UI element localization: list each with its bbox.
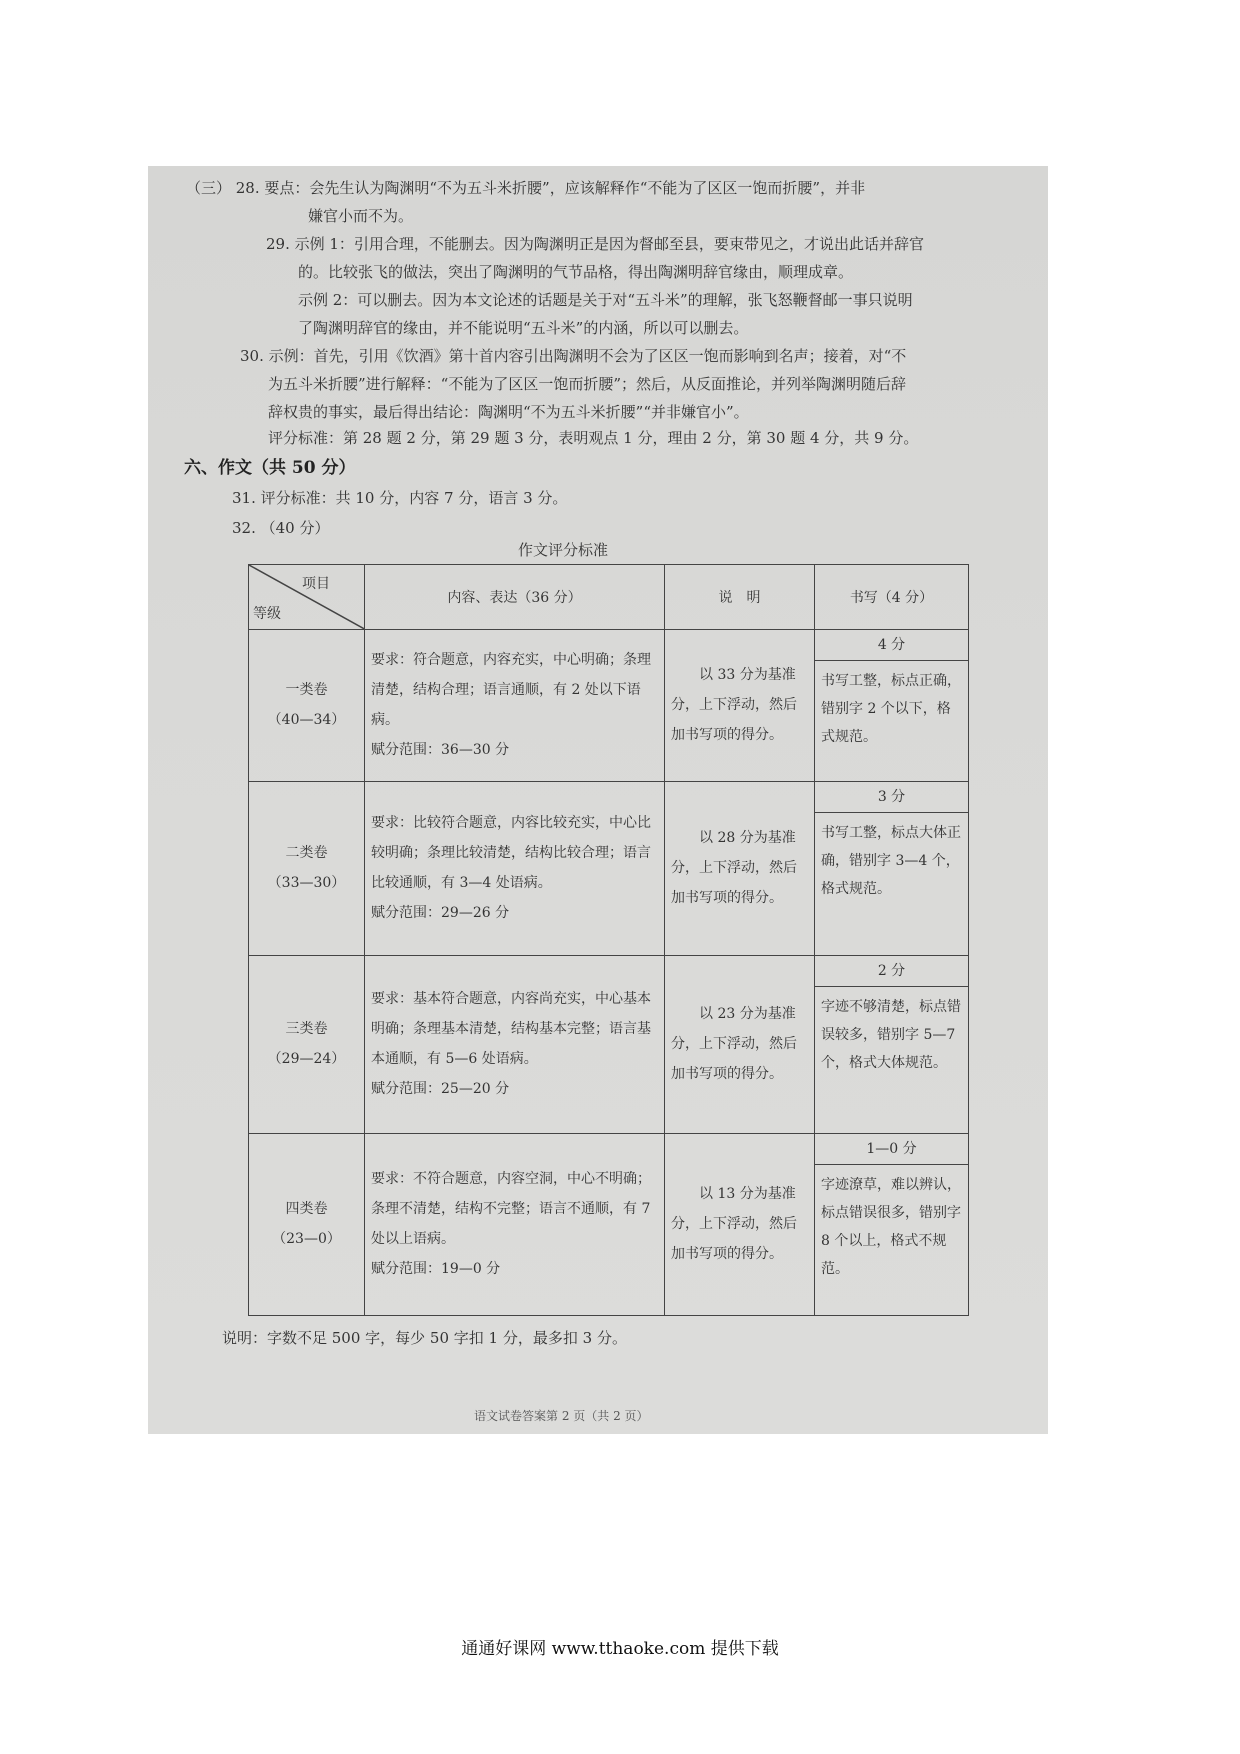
answer-q30-line1: 30. 示例：首先，引用《饮酒》第十首内容引出陶渊明不会为了区区一饱而影响到名声；接着，对“不 (240, 347, 907, 365)
requirement-cell (365, 955, 665, 1133)
writing-cell (815, 781, 969, 955)
scanned-page-photo (148, 166, 1048, 1434)
writing-cell (815, 1133, 969, 1315)
requirement-text: 要求：比较符合题意，内容比较充实，中心比较明确；条理比较清楚，结构比较合理；语言比较通顺，有 3—4 处语病。 (371, 815, 651, 892)
writing-score: 4 分 (815, 630, 968, 661)
writing-score: 3 分 (815, 782, 968, 813)
word-count-note: 说明：字数不足 500 字，每少 50 字扣 1 分，最多扣 3 分。 (222, 1329, 627, 1347)
header-writing: 书写（4 分） (815, 565, 969, 630)
answer-q29-line4: 了陶渊明辞官的缘由，并不能说明“五斗米”的内涵，所以可以删去。 (298, 319, 749, 337)
answer-q29-line3: 示例 2：可以删去。因为本文论述的话题是关于对“五斗米”的理解，张飞怒鞭督邮一事只说明 (298, 291, 913, 309)
writing-desc: 书写工整，标点正确，错别字 2 个以下，格式规范。 (821, 672, 961, 745)
writing-desc: 字迹不够清楚，标点错误较多，错别字 5—7 个，格式大体规范。 (821, 998, 961, 1071)
desc-cell: 以 13 分为基准分，上下浮动，然后加书写项的得分。 (665, 1133, 815, 1315)
desc-cell: 以 33 分为基准分，上下浮动，然后加书写项的得分。 (665, 629, 815, 781)
grade-cell (249, 1133, 365, 1315)
writing-score: 2 分 (815, 956, 968, 987)
writing-desc: 字迹潦草，难以辨认，标点错误很多，错别字 8 个以上，格式不规范。 (821, 1176, 961, 1277)
desc-cell: 以 23 分为基准分，上下浮动，然后加书写项的得分。 (665, 955, 815, 1133)
score-range: 赋分范围：25—20 分 (371, 1081, 510, 1098)
answer-q30-line2: 为五斗米折腰”进行解释：“不能为了区区一饱而折腰”；然后，从反面推论，并列举陶渊明随后辞 (268, 375, 907, 393)
grade-range: （33—30） (267, 875, 346, 892)
requirement-cell (365, 781, 665, 955)
table-row (249, 781, 969, 955)
grade-cell (249, 629, 365, 781)
score-range: 赋分范围：36—30 分 (371, 742, 510, 759)
requirement-cell (365, 1133, 665, 1315)
grade-range: （29—24） (267, 1051, 346, 1068)
answer-q29-line2: 的。比较张飞的做法，突出了陶渊明的气节品格，得出陶渊明辞官缘由，顺理成章。 (298, 263, 854, 281)
grade-label: 三类卷 (285, 1021, 328, 1038)
answer-q28-line2: 嫌官小而不为。 (308, 207, 414, 225)
header-item-label: 项目 (302, 576, 330, 592)
grade-label: 二类卷 (285, 845, 328, 862)
desc-cell: 以 28 分为基准分，上下浮动，然后加书写项的得分。 (665, 781, 815, 955)
table-row (249, 955, 969, 1133)
writing-cell (815, 629, 969, 781)
answer-q31: 31. 评分标准：共 10 分，内容 7 分，语言 3 分。 (232, 489, 568, 507)
header-content: 内容、表达（36 分） (365, 565, 665, 630)
answer-q28-line1: （三） 28. 要点：会先生认为陶渊明“不为五斗米折腰”，应该解释作“不能为了区区一饱而折腰”，并非 (186, 179, 866, 197)
grade-label: 一类卷 (285, 682, 328, 699)
grade-cell (249, 781, 365, 955)
table-row (249, 629, 969, 781)
grade-label: 四类卷 (285, 1201, 328, 1218)
answer-q29-line1: 29. 示例 1：引用合理，不能删去。因为陶渊明正是因为督邮至县，要束带见之，才说出此话并辞官 (266, 235, 924, 253)
score-range: 赋分范围：29—26 分 (371, 905, 510, 922)
requirement-text: 要求：基本符合题意，内容尚充实，中心基本明确；条理基本清楚，结构基本完整；语言基本通顺，有 5—6 处语病。 (371, 991, 651, 1068)
writing-desc: 书写工整，标点大体正确，错别字 3—4 个，格式规范。 (821, 824, 961, 897)
header-desc: 说 明 (665, 565, 815, 630)
essay-grading-table (248, 564, 969, 1316)
answer-q32: 32. （40 分） (232, 519, 330, 537)
page-number-footer: 语文试卷答案第 2 页（共 2 页） (474, 1409, 649, 1423)
writing-cell (815, 955, 969, 1133)
table-row (249, 1133, 969, 1315)
header-grade-label: 等级 (253, 605, 281, 622)
requirement-text: 要求：不符合题意，内容空洞，中心不明确；条理不清楚，结构不完整；语言不通顺，有 7 处以上语病。 (371, 1171, 651, 1248)
table-title: 作文评分标准 (518, 541, 609, 559)
answer-q30-line3: 辞权贵的事实，最后得出结论：陶渊明“不为五斗米折腰”“并非嫌官小”。 (268, 403, 749, 421)
grade-cell (249, 955, 365, 1133)
requirement-text: 要求：符合题意，内容充实，中心明确；条理清楚，结构合理；语言通顺，有 2 处以下语病。 (371, 652, 651, 729)
grade-range: （23—0） (272, 1231, 341, 1248)
section-six-heading: 六、作文（共 50 分） (184, 458, 356, 478)
table-corner-header (249, 565, 365, 630)
writing-score: 1—0 分 (815, 1134, 968, 1165)
grade-range: （40—34） (267, 712, 346, 729)
requirement-cell (365, 629, 665, 781)
score-range: 赋分范围：19—0 分 (371, 1261, 501, 1278)
scoring-standard-q28-30: 评分标准：第 28 题 2 分，第 29 题 3 分，表明观点 1 分，理由 2 分，第 30 题 4 分，共 9 分。 (268, 429, 919, 447)
download-footer: 通通好课网 www.tthaoke.com 提供下载 (461, 1639, 779, 1659)
